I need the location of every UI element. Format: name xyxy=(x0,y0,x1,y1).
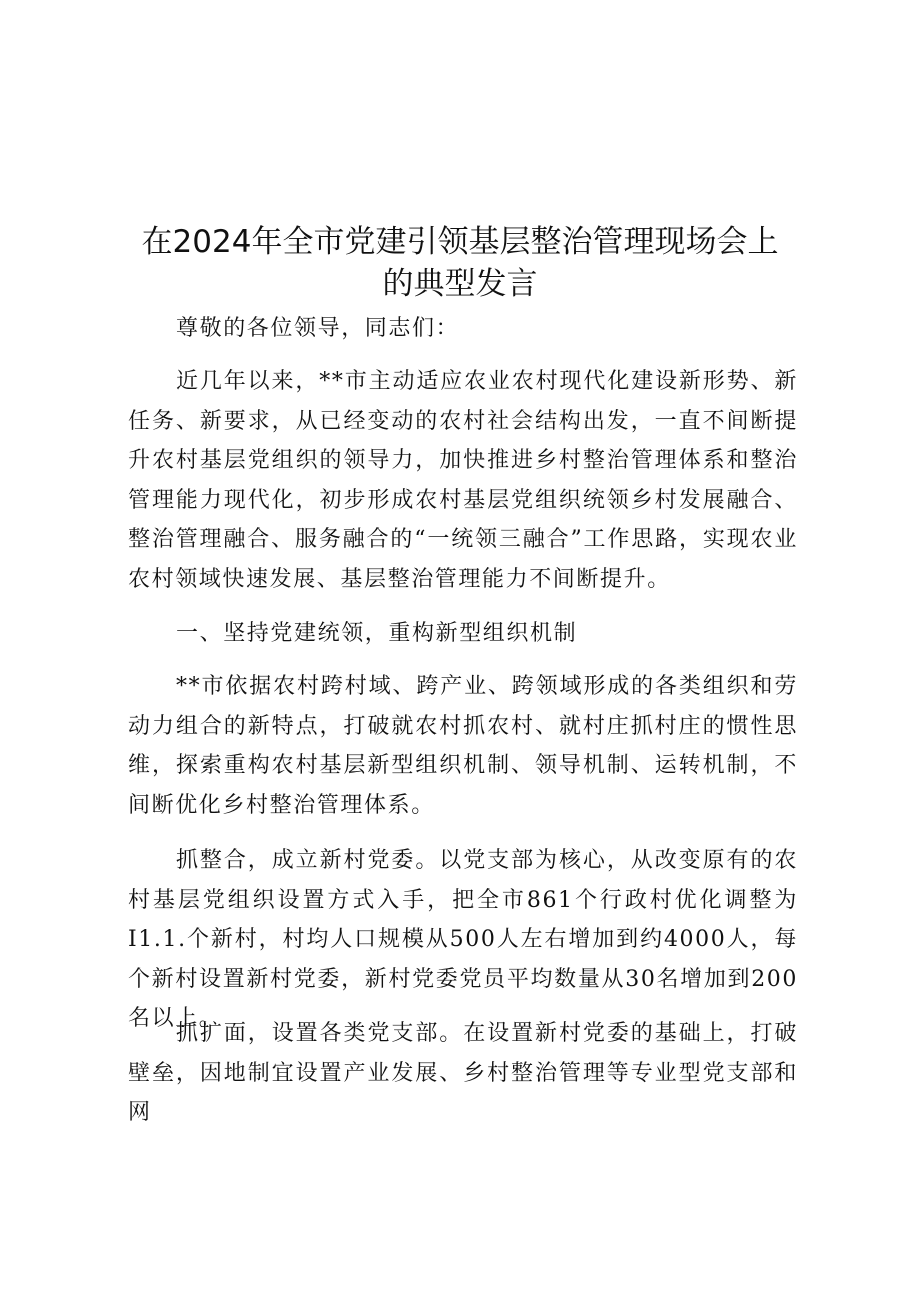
paragraph-integration: 抓整合，成立新村党委。以党支部为核心，从改变原有的农村基层党组织设置方式入手，把全市861个行政村优化调整为I1.1.个新村，村均人口规模从500人左右增加到约4000人，每个新村设置新村党委，新村党委党员平均数量从30名增加到200名以上。 xyxy=(128,848,798,1032)
document-title-line-2: 的典型发言 xyxy=(382,266,538,302)
paragraph-expansion: 抓扩面，设置各类党支部。在设置新村党委的基础上，打破壁垒，因地制宜设置产业发展、乡村整治管理等专业型党支部和网 xyxy=(128,1021,798,1126)
paragraph-intro: 近几年以来，**市主动适应农业农村现代化建设新形势、新任务、新要求，从已经变动的农村社会结构出发，一直不间断提升农村基层党组织的领导力，加快推进乡村整治管理体系和整治管理能力现代化，初步形成农村基层党组织统领乡村发展融合、整治管理融合、服务融合的“一统领三融合”工作思路，实现农业农村领域快速发展、基层整治管理能力不间断提升。 xyxy=(128,369,798,592)
document-title-line-1: 在2024年全市党建引领基层整治管理现场会上 xyxy=(141,224,779,260)
paragraph-section-1-overview: **市依据农村跨村域、跨产业、跨领域形成的各类组织和劳动力组合的新特点，打破就农村抓农村、就村庄抓村庄的惯性思维，探索重构农村基层新型组织机制、领导机制、运转机制，不间断优化乡村整治管理体系。 xyxy=(128,674,798,818)
section-heading-1: 一、坚持党建统领，重构新型组织机制 xyxy=(176,621,578,646)
salutation: 尊敬的各位领导，同志们： xyxy=(176,316,460,341)
